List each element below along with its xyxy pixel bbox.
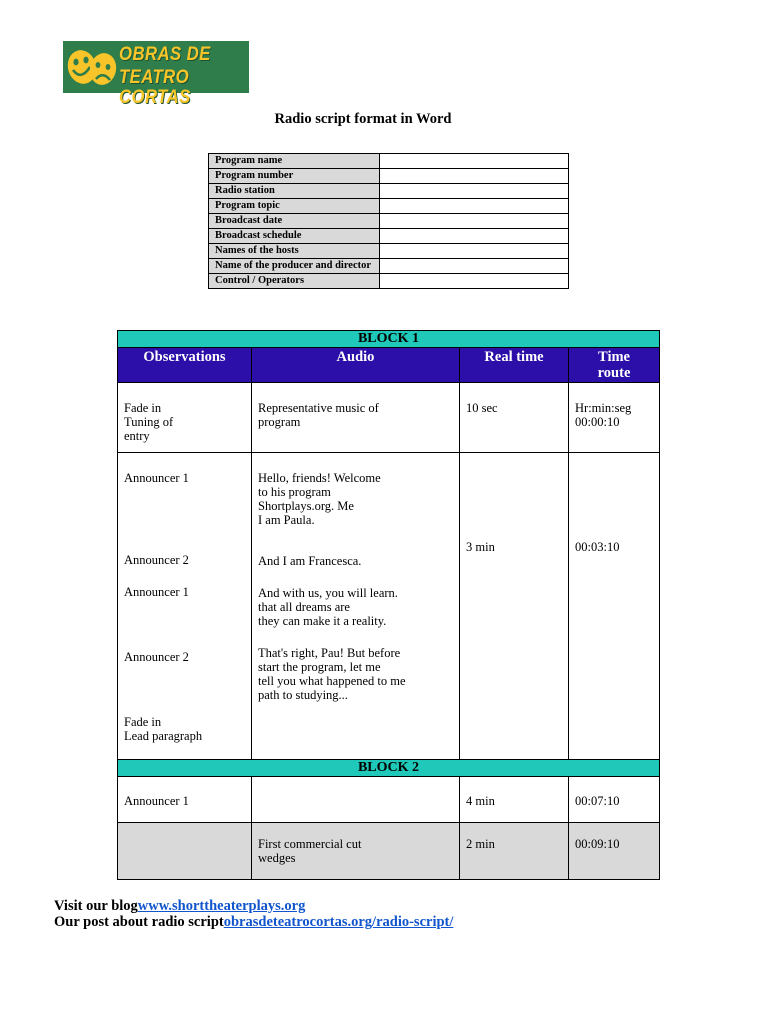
block-header-row [118, 760, 660, 777]
obs-line: entry [124, 429, 150, 443]
footer-blog-row [54, 898, 519, 914]
logo-text-line2: TEATRO CORTAS [119, 67, 191, 108]
time-route-line: 00:00:10 [575, 415, 620, 429]
column-header-row [118, 348, 660, 383]
info-value-producer-director[interactable] [380, 259, 569, 274]
audio-line: wedges [258, 851, 296, 865]
cell-observations [118, 453, 252, 760]
info-row [209, 199, 569, 214]
audio-line: start the program, let me [258, 660, 381, 674]
info-value-radio-station[interactable] [380, 184, 569, 199]
footer [54, 898, 519, 930]
info-row [209, 244, 569, 259]
cell-audio [252, 777, 460, 823]
info-row [209, 274, 569, 289]
obs-line: Lead paragraph [124, 729, 203, 743]
table-row [118, 453, 660, 760]
audio-line: First commercial cut [258, 837, 362, 851]
header-observations: Observations [118, 348, 252, 383]
program-info-table [208, 153, 569, 289]
cell-observations: Announcer 1 [118, 777, 252, 823]
header-real-time: Real time [460, 348, 569, 383]
block-header-row [118, 331, 660, 348]
block-1-title: BLOCK 1 [118, 331, 660, 348]
audio-line: That's right, Pau! But before [258, 646, 401, 660]
info-label-hosts: Names of the hosts [209, 244, 380, 259]
audio-line: Shortplays.org. Me [258, 499, 354, 513]
info-label-broadcast-schedule: Broadcast schedule [209, 229, 380, 244]
info-value-program-number[interactable] [380, 169, 569, 184]
cell-real-time: 4 min [460, 777, 569, 823]
cell-time-route: 00:03:10 [569, 453, 660, 760]
cell-observations [118, 823, 252, 880]
info-row [209, 259, 569, 274]
block-2-title: BLOCK 2 [118, 760, 660, 777]
info-label-radio-station: Radio station [209, 184, 380, 199]
info-row [209, 169, 569, 184]
info-row [209, 154, 569, 169]
info-label-program-topic: Program topic [209, 199, 380, 214]
info-row [209, 229, 569, 244]
header-audio: Audio [252, 348, 460, 383]
obs-line: Announcer 1 [124, 585, 189, 599]
blog-link[interactable]: www.shorttheaterplays.org [137, 898, 306, 914]
info-value-hosts[interactable] [380, 244, 569, 259]
info-row [209, 214, 569, 229]
info-value-control-operators[interactable] [380, 274, 569, 289]
obs-line: Announcer 2 [124, 650, 189, 664]
cell-audio [252, 823, 460, 880]
audio-line: program [258, 415, 301, 429]
info-value-program-topic[interactable] [380, 199, 569, 214]
cell-observations [118, 383, 252, 453]
post-link[interactable]: obrasdeteatrocortas.org/radio-script/ [223, 914, 454, 930]
cell-real-time: 3 min [460, 453, 569, 760]
info-value-broadcast-schedule[interactable] [380, 229, 569, 244]
info-label-broadcast-date: Broadcast date [209, 214, 380, 229]
logo-text-line1: OBRAS DE [119, 44, 211, 65]
obs-line: Tuning of [124, 415, 174, 429]
audio-line: And with us, you will learn. [258, 586, 398, 600]
info-label-producer-director: Name of the producer and director [209, 259, 380, 274]
table-row [118, 823, 660, 880]
footer-post-row [54, 914, 519, 930]
time-route-line: Hr:min:seg [575, 401, 632, 415]
info-label-program-number: Program number [209, 169, 380, 184]
audio-line: they can make it a reality. [258, 614, 387, 628]
cell-audio [252, 453, 460, 760]
post-label: Our post about radio script [54, 914, 224, 930]
obs-line: Fade in [124, 715, 162, 729]
info-label-program-name: Program name [209, 154, 380, 169]
obs-line: Fade in [124, 401, 162, 415]
table-row [118, 777, 660, 823]
cell-real-time: 10 sec [460, 383, 569, 453]
info-label-control-operators: Control / Operators [209, 274, 380, 289]
audio-line: Representative music of [258, 401, 379, 415]
info-value-broadcast-date[interactable] [380, 214, 569, 229]
script-table [117, 330, 660, 880]
obs-line: Announcer 2 [124, 553, 189, 567]
audio-line: And I am Francesca. [258, 554, 362, 568]
cell-time-route: 00:07:10 [569, 777, 660, 823]
audio-line: to his program [258, 485, 331, 499]
audio-line: tell you what happened to me [258, 674, 406, 688]
cell-time-route: 00:09:10 [569, 823, 660, 880]
obs-line: Announcer 1 [124, 471, 189, 485]
table-row [118, 383, 660, 453]
cell-real-time: 2 min [460, 823, 569, 880]
info-row [209, 184, 569, 199]
cell-audio [252, 383, 460, 453]
logo [63, 41, 249, 108]
cell-time-route [569, 383, 660, 453]
theater-masks-icon [63, 41, 123, 93]
audio-line: path to studying... [258, 688, 348, 702]
header-time-route: Time route [569, 348, 660, 383]
audio-line: that all dreams are [258, 600, 350, 614]
info-value-program-name[interactable] [380, 154, 569, 169]
blog-label: Visit our blog [54, 898, 138, 914]
audio-line: I am Paula. [258, 513, 315, 527]
document-title: Radio script format in Word [274, 111, 452, 127]
audio-line: Hello, friends! Welcome [258, 471, 381, 485]
